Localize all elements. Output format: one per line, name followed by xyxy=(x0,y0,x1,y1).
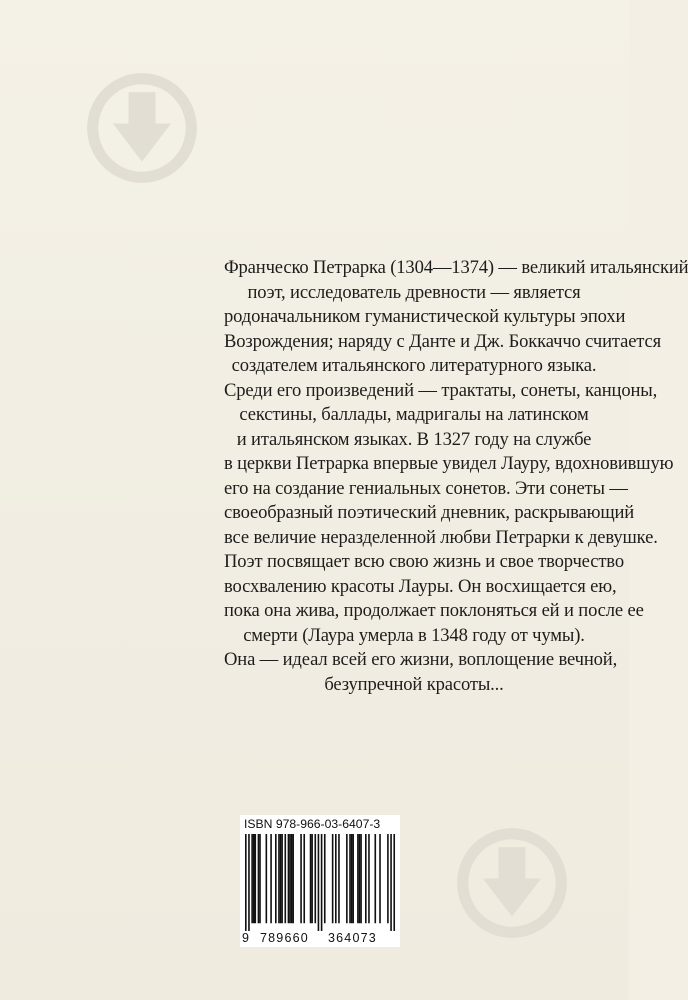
description-line: создателем итальянского литературного языка. xyxy=(231,355,597,376)
barcode-bar xyxy=(351,834,353,923)
barcode-bar xyxy=(321,834,323,931)
barcode-bar xyxy=(346,834,348,923)
barcode-bar xyxy=(254,834,256,923)
barcode-bars xyxy=(245,834,395,931)
barcode-bar xyxy=(281,834,283,923)
barcode-bar xyxy=(338,834,340,923)
barcode-bar xyxy=(275,834,277,923)
description-line: все величие неразделенной любви Петрарки к девушке. xyxy=(224,526,658,548)
isbn-label: ISBN 978-966-03-6407-3 xyxy=(244,817,381,831)
description-line: секстины, баллады, мадригалы на латинском xyxy=(239,404,589,425)
barcode-bar xyxy=(292,834,294,923)
barcode-bar xyxy=(310,834,312,923)
barcode-bar xyxy=(288,834,290,923)
ean-first-digit: 9 xyxy=(242,931,249,945)
ean-digits xyxy=(240,930,400,946)
barcode-bar xyxy=(259,834,261,923)
barcode-bar xyxy=(258,834,260,923)
barcode-bar xyxy=(303,834,305,923)
barcode-bar xyxy=(359,834,361,923)
barcode-bar xyxy=(253,834,255,923)
barcode-bar xyxy=(318,834,320,931)
description-line: Франческо Петрарка (1304—1374) — великий итальянский xyxy=(224,257,688,278)
barcode-bar xyxy=(300,834,302,923)
barcode-bar xyxy=(270,834,272,923)
barcode-bar xyxy=(280,834,282,923)
description-line: в церкви Петрарка впервые увидел Лауру, вдохновившую xyxy=(224,453,674,474)
pin-arrow-icon xyxy=(456,827,568,939)
description-line: Поэт посвящает всю свою жизнь и свое творчество xyxy=(224,551,624,572)
description-line: смерти (Лаура умерла в 1348 году от чумы). xyxy=(243,624,585,646)
barcode-bar xyxy=(365,834,367,923)
barcode-bar xyxy=(278,834,280,923)
ean-left-group: 789660 xyxy=(260,931,309,945)
barcode-bar xyxy=(360,834,362,923)
barcode-bar xyxy=(245,834,247,931)
barcode-bar xyxy=(374,834,376,923)
barcode-bar xyxy=(379,834,381,923)
barcode-bar xyxy=(251,834,253,923)
barcode-bar xyxy=(368,834,370,923)
barcode-bar xyxy=(311,834,313,923)
barcode-bar xyxy=(248,834,250,931)
description-line: восхвалению красоты Лауры. Он восхищается ею, xyxy=(224,575,617,597)
description-line: поэт, исследователь древности — является xyxy=(247,281,581,303)
barcode-bar xyxy=(352,834,354,923)
description-line: родоначальником гуманистической культуры эпохи xyxy=(224,306,626,327)
barcode-bar xyxy=(289,834,291,923)
barcode-bar xyxy=(284,834,286,923)
description-line: безупречной красоты... xyxy=(324,673,504,695)
barcode-bar xyxy=(291,834,293,923)
description-line: Возрождения; наряду с Данте и Дж. Боккаччо считается xyxy=(224,330,662,352)
ean-right-group: 364073 xyxy=(328,931,377,945)
description-line: своеобразный поэтический дневник, раскрывающий xyxy=(224,502,635,523)
barcode-bar xyxy=(324,834,326,923)
barcode-bar xyxy=(393,834,395,931)
barcode-bar xyxy=(357,834,359,923)
book-description xyxy=(224,256,688,697)
barcode-bar xyxy=(335,834,337,923)
barcode-bar xyxy=(314,834,316,923)
description-line: его на создание гениальных сонетов. Эти сонеты — xyxy=(224,477,628,499)
barcode-bar xyxy=(390,834,392,931)
barcode-bar xyxy=(266,834,268,923)
pin-arrow-icon xyxy=(86,72,198,184)
barcode-bar xyxy=(349,834,351,923)
description-line: и итальянском языках. В 1327 году на службе xyxy=(236,428,592,450)
description-line: Она — идеал всей его жизни, воплощение вечной, xyxy=(224,649,618,670)
description-line: Среди его произведений — трактаты, сонеты, канцоны, xyxy=(224,379,658,401)
barcode-bar xyxy=(332,834,334,923)
description-line: пока она жива, продолжает поклоняться ей и после ее xyxy=(224,600,644,621)
barcode-bar xyxy=(387,834,389,923)
